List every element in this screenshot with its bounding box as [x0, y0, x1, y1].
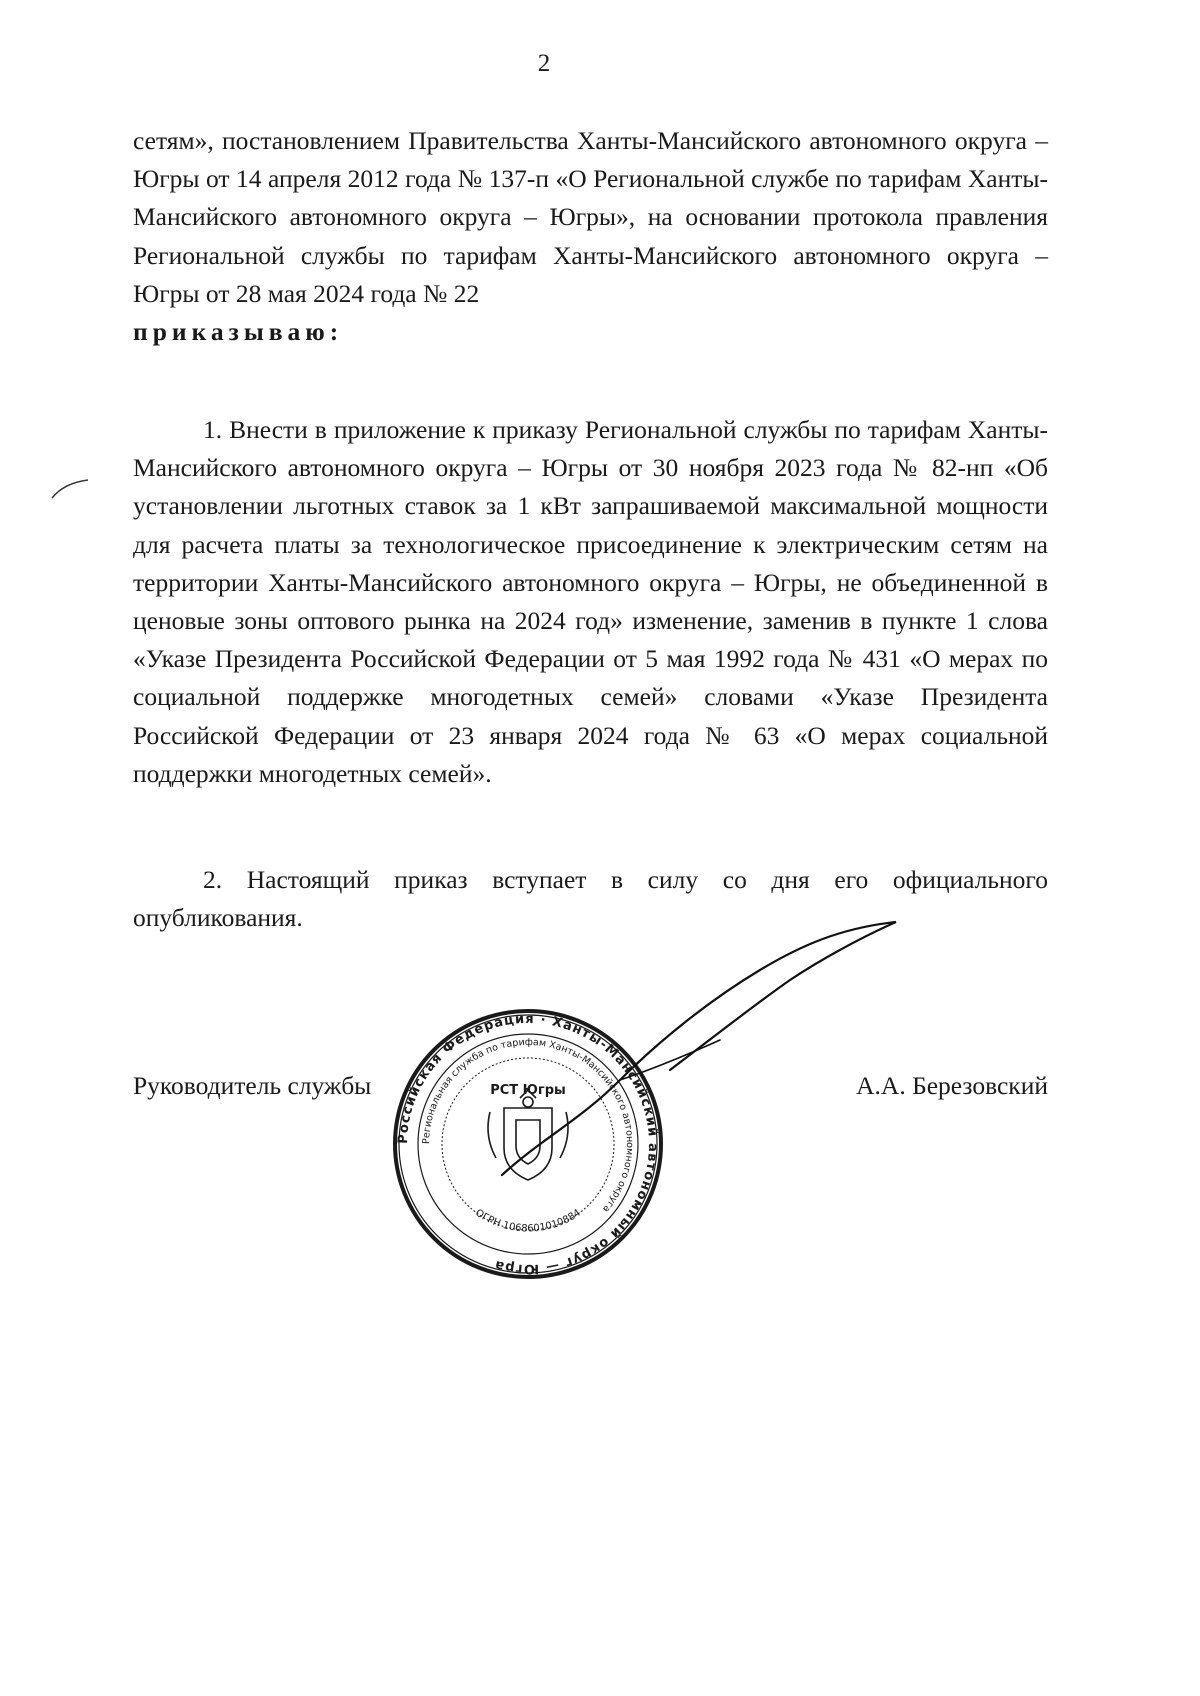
order-word: приказываю:	[133, 317, 344, 347]
signer-position: Руководитель службы	[133, 1071, 372, 1100]
margin-pen-mark	[50, 478, 90, 502]
stamp-inner-ring-text: Региональная служба по тарифам Ханты-Мансийского автономного округа	[420, 1036, 636, 1215]
stamp-center-text: РСТ Югры	[490, 1083, 566, 1098]
handwritten-signature	[500, 920, 900, 1180]
stamp-ogrn-text: ОГРН 1068601010884	[473, 1207, 583, 1235]
signer-name: А.А. Березовский	[856, 1071, 1048, 1100]
stamp-outer-ring-text: Российская Федерация · Ханты-Мансийский автономный округ — Югра	[395, 1011, 661, 1277]
item-1-paragraph: 1. Внести в приложение к приказу Региональной службы по тарифам Ханты-Мансийского автономного округа – Югры от 30 ноября 2023 года № 82-нп «Об установлении льготных ставок за 1 кВт запрашиваемой максимальной мощности для расчета платы за технологическое присоединение к электрическим сетям на территории Ханты-Мансийского автономного округа – Югры, не объединенной в ценовые зоны оптового рынка на 2024 год» изменение, заменив в пункте 1 слова «Указе Президента Российской Федерации от 5 мая 1992 года № 431 «О мерах по социальной поддержке многодетных семей» словами «Указе Президента Российской Федерации от 23 января 2024 года № 63 «О мерах социальной поддержки многодетных семей».	[133, 415, 1048, 788]
svg-text:ОГРН 1068601010884	[473, 1208, 583, 1235]
intro-paragraph	[133, 122, 1048, 351]
intro-text: сетям», постановлением Правительства Ханты-Мансийского автономного округа – Югры от 14 апреля 2012 года № 137-п «О Региональной службе по тарифам Ханты-Мансийского автономного округа – Югры», на основании протокола правления Региональной службы по тарифам Ханты-Мансийского автономного округа – Югры от 28 мая 2024 года № 22	[133, 126, 1048, 308]
page-number: 2	[537, 50, 551, 77]
item-2-paragraph: 2. Настоящий приказ вступает в силу со дня его официального опубликования.	[133, 865, 1048, 933]
